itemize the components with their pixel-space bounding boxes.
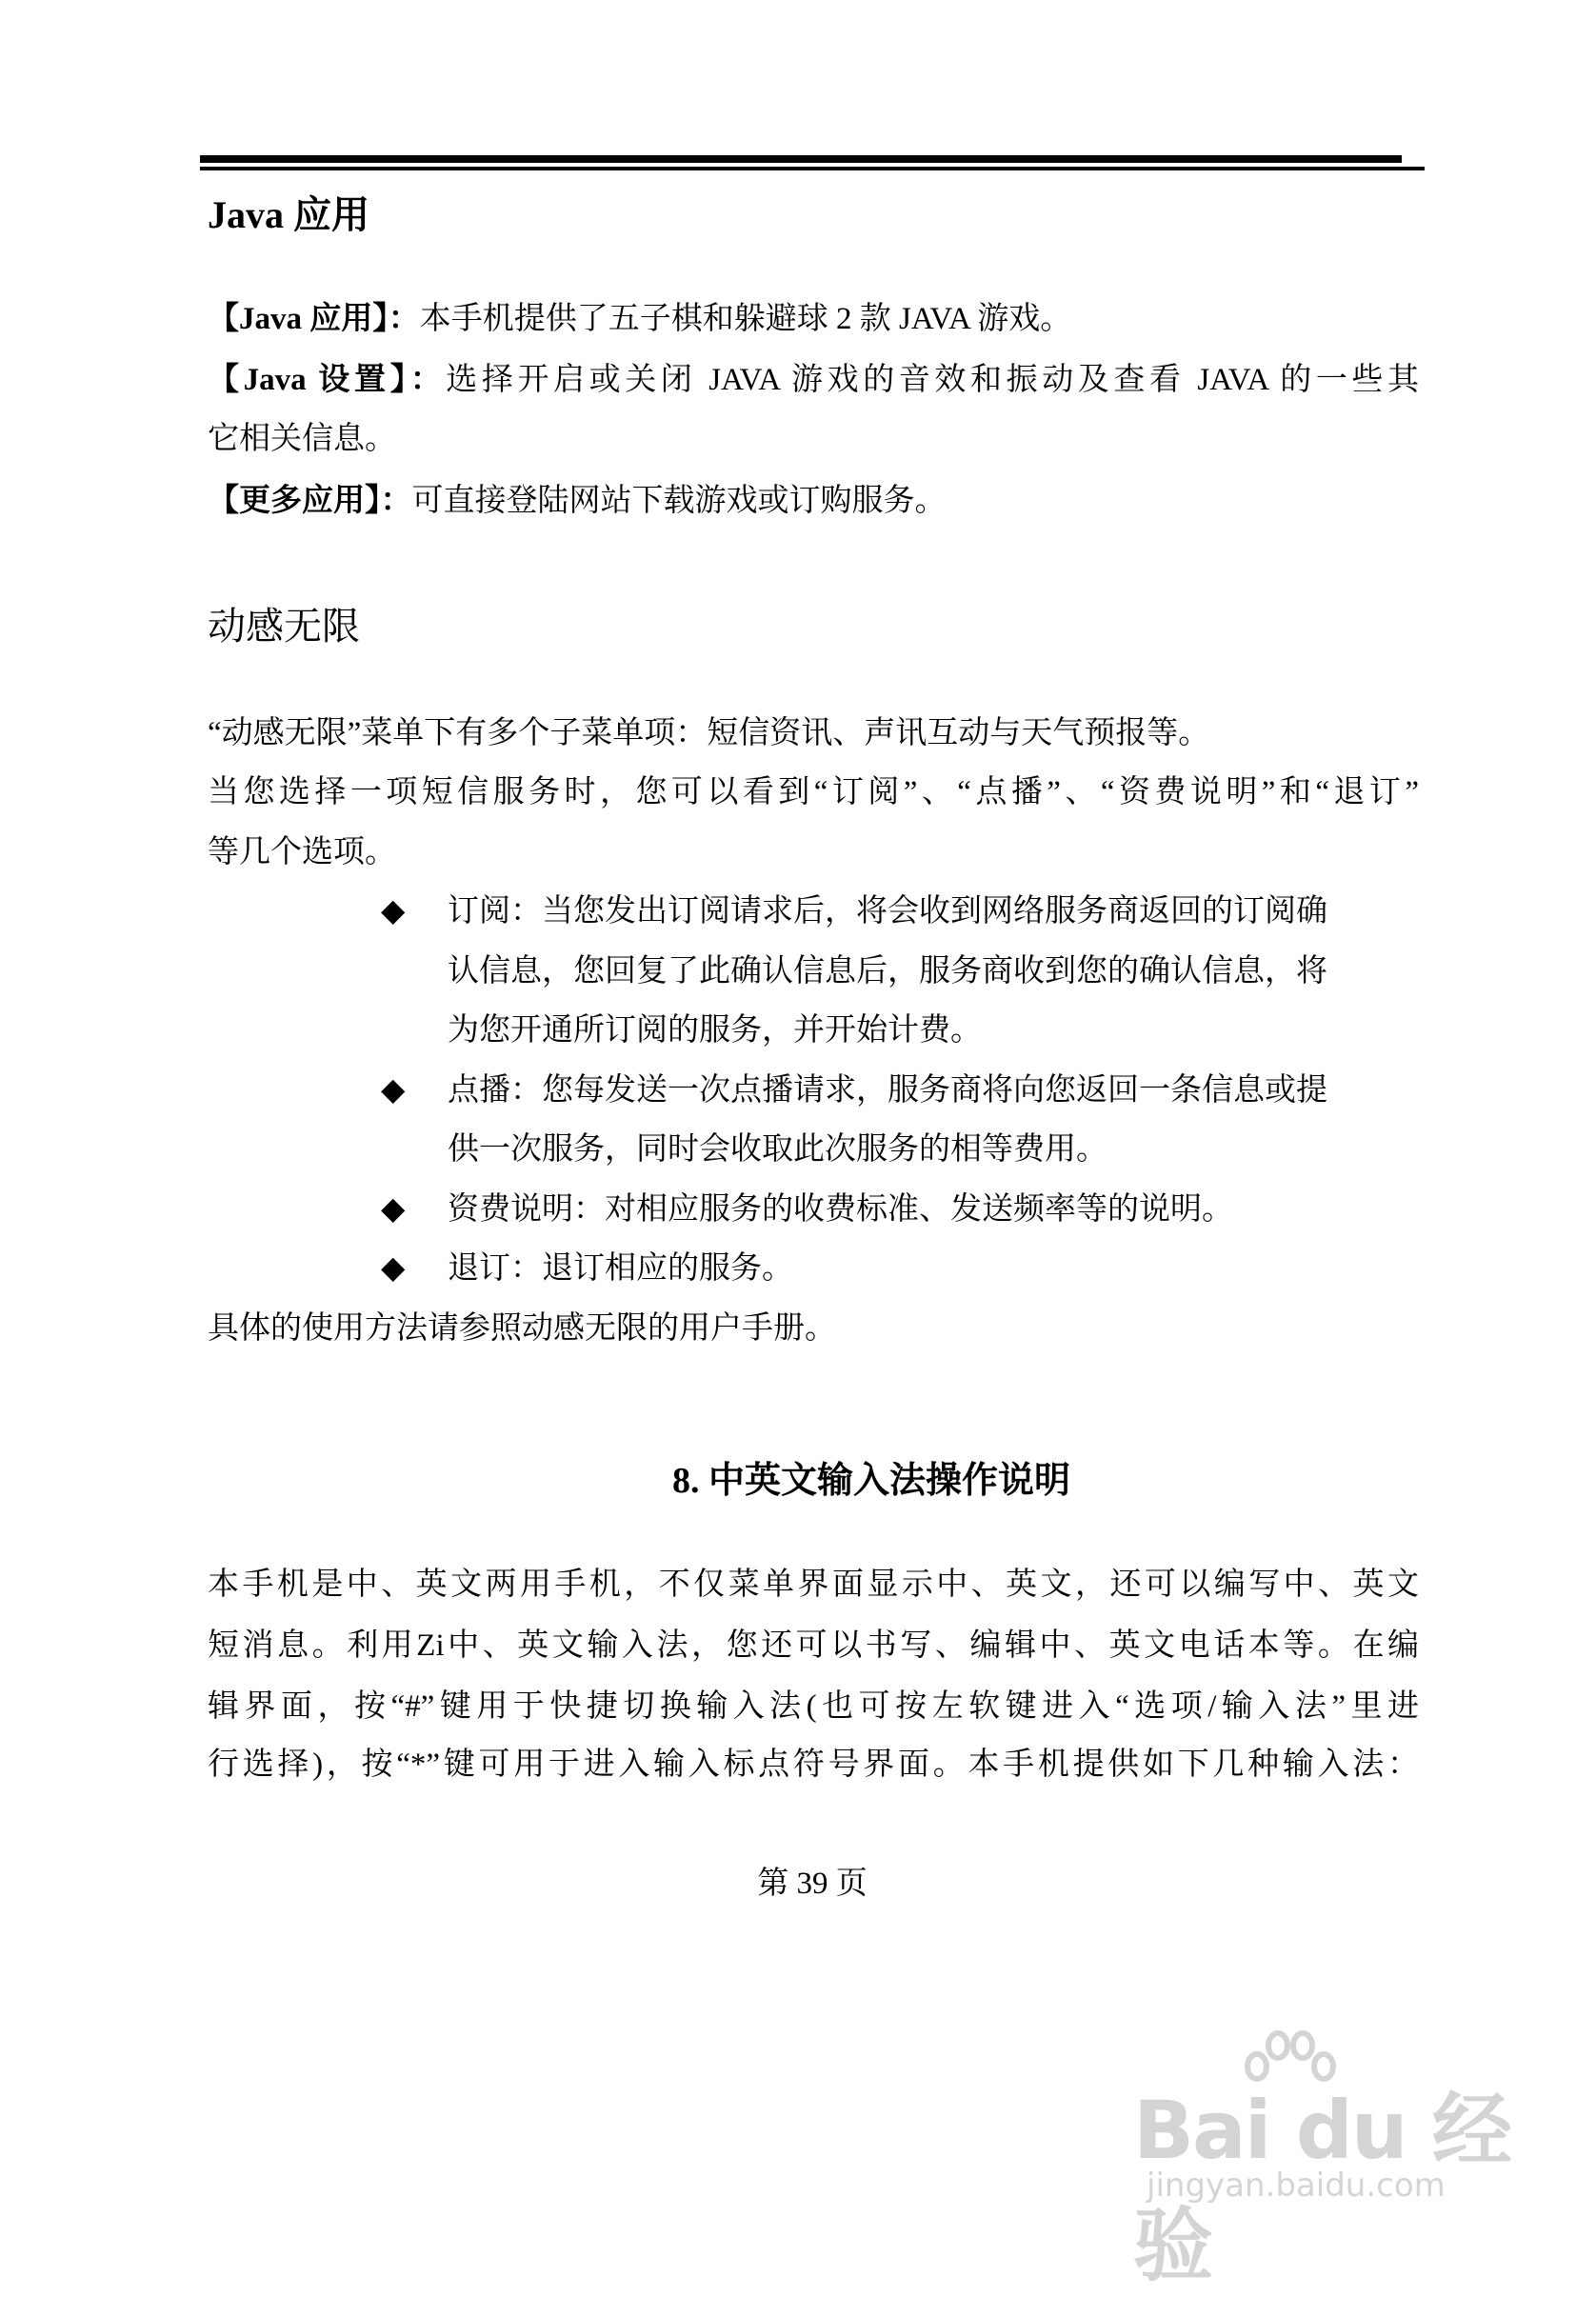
input-paragraph-line: 短消息。利用Zi中、英文输入法，您还可以书写、编辑中、英文电话本等。在编 — [208, 1628, 1419, 1663]
bullet-item-subscribe — [381, 882, 409, 941]
diamond-bullet-icon: ◆ — [381, 1192, 406, 1227]
input-paragraph-line: 辑界面，按“#”键用于快捷切换输入法(也可按左软键进入“选项/输入法”里进 — [208, 1689, 1419, 1724]
diamond-bullet-icon: ◆ — [381, 894, 406, 929]
item-text: 可直接登陆网站下载游戏或订购服务。 — [411, 484, 947, 518]
chapter-heading-input-methods: 8. 中英文输入法操作说明 — [671, 1461, 1070, 1501]
java-item-app — [208, 290, 1071, 349]
input-paragraph-line: 行选择)，按“*”键可用于进入输入标点符号界面。本手机提供如下几种输入法： — [208, 1748, 1419, 1782]
watermark-logo: Bai du 经验 — [1133, 2084, 1510, 2292]
dynamic-intro-line: “动感无限”菜单下有多个子菜单项：短信资讯、声讯互动与天气预报等。 — [208, 716, 1210, 750]
section-heading-dynamic: 动感无限 — [208, 605, 360, 648]
diamond-bullet-icon: ◆ — [381, 1073, 406, 1108]
bullet-line: 点播：您每发送一次点播请求，服务商将向您返回一条信息或提 — [448, 1073, 1327, 1108]
watermark-url: jingyan.baidu.com — [1147, 2167, 1446, 2205]
bullet-item-ondemand — [381, 1061, 409, 1120]
item-text: 选择开启或关闭 JAVA 游戏的音效和振动及查看 JAVA 的一些其 — [446, 363, 1419, 397]
section-heading-java: Java 应用 — [208, 193, 369, 236]
dynamic-outro: 具体的使用方法请参照动感无限的用户手册。 — [208, 1311, 836, 1346]
bullet-item-unsubscribe — [381, 1239, 409, 1298]
bullet-line: 订阅：当您发出订阅请求后，将会收到网络服务商返回的订阅确 — [448, 894, 1327, 929]
diamond-bullet-icon: ◆ — [381, 1251, 406, 1286]
input-paragraph-line: 本手机是中、英文两用手机，不仅菜单界面显示中、英文，还可以编写中、英文 — [208, 1568, 1419, 1602]
bullet-line: 供一次服务，同时会收取此次服务的相等费用。 — [448, 1132, 1107, 1167]
bullet-line: 认信息，您回复了此确认信息后，服务商收到您的确认信息，将 — [448, 954, 1327, 989]
item-label: 【更多应用】： — [208, 484, 412, 518]
item-label: 【Java 应用】： — [208, 302, 420, 336]
header-rule-thin — [200, 167, 1425, 170]
bullet-line: 为您开通所订阅的服务，并开始计费。 — [448, 1013, 982, 1048]
java-item-more — [208, 471, 947, 530]
dynamic-intro-line: 等几个选项。 — [208, 835, 396, 869]
item-label: 【Java 设置】： — [208, 363, 447, 397]
bullet-line: 资费说明：对相应服务的收费标准、发送频率等的说明。 — [448, 1192, 1233, 1227]
bullet-line: 退订：退订相应的服务。 — [448, 1251, 793, 1286]
bullet-item-fees — [381, 1180, 409, 1239]
page-number: 第 39 页 — [757, 1867, 868, 1901]
java-item-settings — [208, 350, 1419, 409]
java-item-settings-cont: 它相关信息。 — [208, 422, 396, 456]
header-rule-thick — [200, 155, 1402, 163]
item-text: 本手机提供了五子棋和躲避球 2 款 JAVA 游戏。 — [419, 302, 1072, 336]
dynamic-intro-line: 当您选择一项短信服务时，您可以看到“订阅”、“点播”、“资费说明”和“退订” — [208, 775, 1419, 809]
baidu-jingyan-watermark — [1133, 2028, 1514, 2292]
